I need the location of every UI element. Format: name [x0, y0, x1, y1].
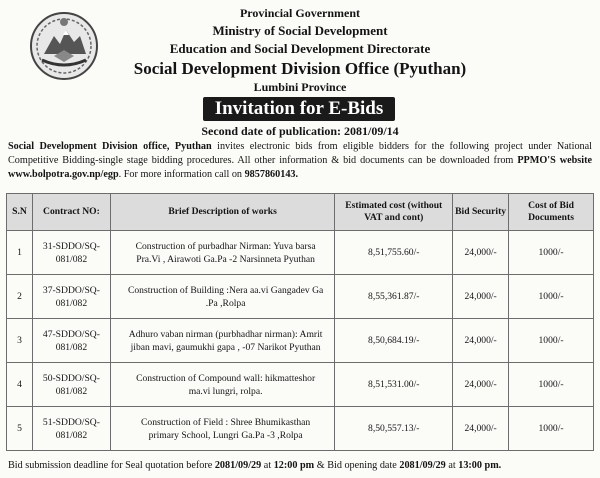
table-row — [7, 407, 594, 451]
col-header-description: Brief Description of works — [110, 194, 334, 231]
cell-estimated-cost: 8,55,361.87/- — [335, 275, 453, 319]
cell-contract: 47-SDDO/SQ-081/082 — [32, 319, 110, 363]
table-row — [7, 231, 594, 275]
cell-bid-security: 24,000/- — [453, 363, 509, 407]
table-row — [7, 319, 594, 363]
bids-table — [6, 193, 594, 451]
cell-sn: 3 — [7, 319, 33, 363]
col-header-estimated-cost: Estimated cost (without VAT and cont) — [335, 194, 453, 231]
cell-bid-security: 24,000/- — [453, 275, 509, 319]
opening-date: 2081/09/29 — [399, 460, 446, 471]
cell-description: Construction of Compound wall: hikmatteshor ma.vi lungri, rolpa. — [110, 363, 334, 407]
header-office-title: Social Development Division Office (Pyuthan) — [133, 59, 467, 78]
intro-text-2: . For more information call on — [118, 168, 245, 180]
cell-document-cost: 1000/- — [509, 275, 594, 319]
cell-estimated-cost: 8,51,531.00/- — [335, 363, 453, 407]
cell-sn: 2 — [7, 275, 33, 319]
intro-paragraph — [8, 140, 592, 181]
cell-document-cost: 1000/- — [509, 363, 594, 407]
header-province: Lumbini Province — [253, 80, 347, 94]
footer-text-2: at — [261, 460, 274, 471]
intro-website: PPMO'S website www.bolpotra.gov.np/egp — [8, 154, 592, 180]
cell-contract: 37-SDDO/SQ-081/082 — [32, 275, 110, 319]
cell-estimated-cost: 8,50,557.13/- — [335, 407, 453, 451]
submission-date: 2081/09/29 — [214, 460, 262, 471]
cell-document-cost: 1000/- — [509, 231, 594, 275]
col-header-bid-security: Bid Security — [453, 194, 509, 231]
header-ministry: Ministry of Social Development — [212, 23, 388, 38]
cell-estimated-cost: 8,50,684.19/- — [335, 319, 453, 363]
publication-date: Second date of publication: 2081/09/14 — [201, 124, 399, 138]
table-row — [7, 275, 594, 319]
col-header-contract: Contract NO: — [32, 194, 110, 231]
cell-sn: 5 — [7, 407, 33, 451]
cell-description: Adhuro vaban nirman (purbhadhar nirman): Amrit jiban mavi, gaumukhi gapa , -07 Narikot Pyuthan — [110, 319, 334, 363]
footer-text-4: at — [445, 460, 459, 471]
cell-contract: 31-SDDO/SQ-081/082 — [32, 231, 110, 275]
bid-deadline-note — [8, 460, 592, 471]
intro-office: Social Development Division office, Pyuthan — [8, 141, 212, 152]
cell-description: Construction of Building :Nera aa.vi Gangadev Ga .Pa ,Rolpa — [110, 275, 334, 319]
cell-description: Construction of Field : Shree Bhumikasthan primary School, Lungri Ga.Pa -3 ,Rolpa — [110, 407, 334, 451]
header-provincial-government: Provincial Government — [239, 6, 361, 20]
cell-document-cost: 1000/- — [509, 407, 594, 451]
footer-text-1: Bid submission deadline for Seal quotation before — [8, 460, 215, 471]
cell-estimated-cost: 8,51,755.60/- — [335, 231, 453, 275]
cell-bid-security: 24,000/- — [453, 319, 509, 363]
table-row — [7, 363, 594, 407]
intro-text-1: invites electronic bids from eligible bidders for the following project under National Competitive Bidding-single stage bidding procedures. All other information & bid documents can be downloaded from — [8, 141, 593, 166]
cell-sn: 1 — [7, 231, 33, 275]
cell-sn: 4 — [7, 363, 33, 407]
table-header-row — [7, 194, 594, 231]
invitation-banner: Invitation for E-Bids — [203, 97, 395, 121]
cell-contract: 50-SDDO/SQ-081/082 — [32, 363, 110, 407]
cell-document-cost: 1000/- — [509, 319, 594, 363]
cell-bid-security: 24,000/- — [453, 407, 509, 451]
opening-time: 13:00 pm. — [458, 460, 502, 471]
cell-description: Construction of purbadhar Nirman: Yuva barsa Pra.Vi , Airawoti Ga.Pa -2 Narsinneta Pyuthan — [110, 231, 334, 275]
intro-phone: 9857860143. — [244, 168, 299, 180]
footer-text-3: & Bid opening date — [314, 460, 400, 471]
cell-bid-security: 24,000/- — [453, 231, 509, 275]
cell-contract: 51-SDDO/SQ-081/082 — [32, 407, 110, 451]
col-header-document-cost: Cost of Bid Documents — [509, 194, 594, 231]
col-header-sn: S.N — [7, 194, 33, 231]
header-directorate: Education and Social Development Directorate — [169, 41, 431, 56]
submission-time: 12:00 pm — [273, 460, 315, 471]
